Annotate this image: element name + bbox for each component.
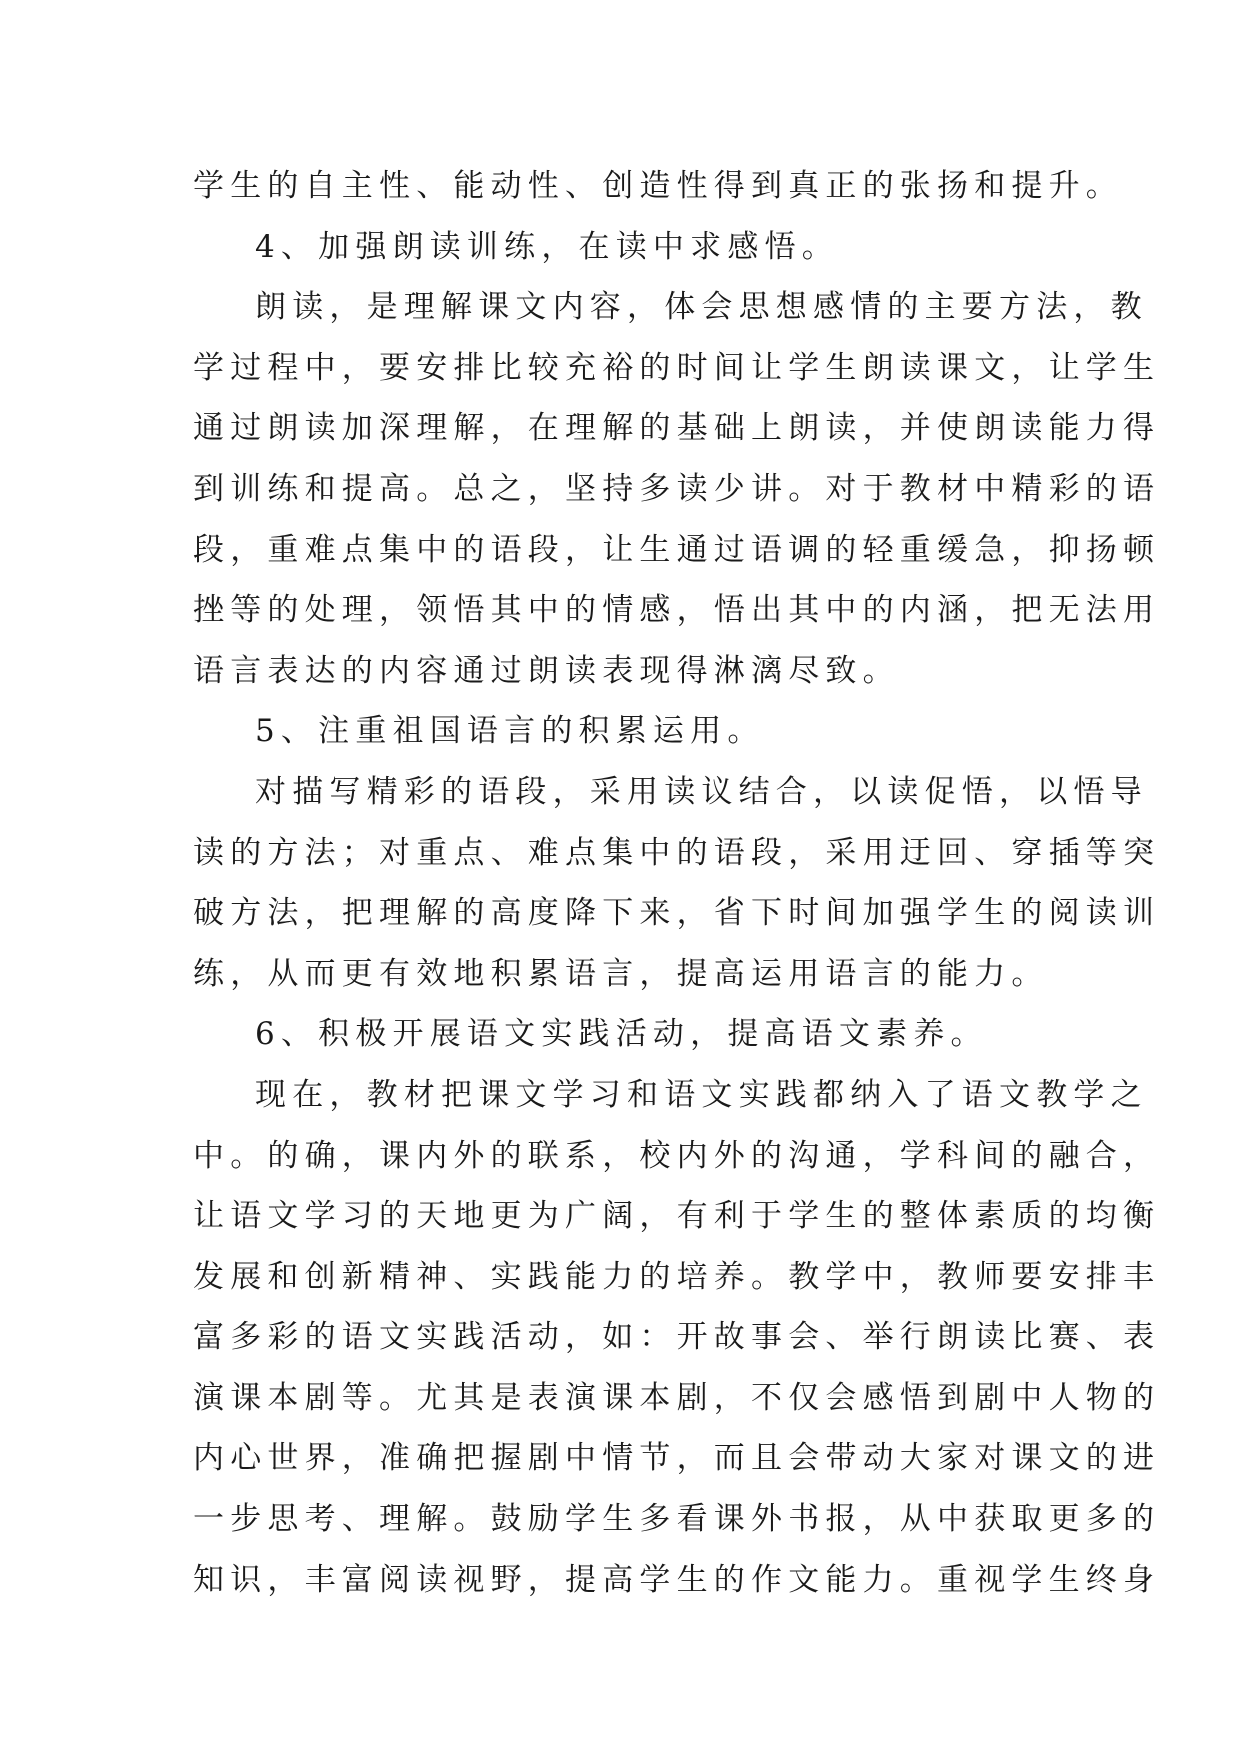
- text-line: 对描写精彩的语段，采用读议结合，以读促悟，以悟导: [255, 773, 1148, 810]
- text-line: 4、加强朗读训练，在读中求感悟。: [255, 228, 839, 265]
- text-line: 知识，丰富阅读视野，提高学生的作文能力。重视学生终身: [193, 1561, 1161, 1598]
- text-line: 中。的确，课内外的联系，校内外的沟通，学科间的融合，: [193, 1137, 1161, 1174]
- text-line: 富多彩的语文实践活动，如：开故事会、举行朗读比赛、表: [193, 1319, 1161, 1356]
- text-line: 学生的自主性、能动性、创造性得到真正的张扬和提升。: [193, 168, 1123, 204]
- text-line: 一步思考、理解。鼓励学生多看课外书报，从中获取更多的: [193, 1501, 1161, 1538]
- text-line: 破方法，把理解的高度降下来，省下时间加强学生的阅读训: [193, 895, 1161, 932]
- text-line: 语言表达的内容通过朗读表现得淋漓尽致。: [193, 652, 900, 689]
- text-line: 到训练和提高。总之，坚持多读少讲。对于教材中精彩的语: [193, 470, 1161, 507]
- text-line: 演课本剧等。尤其是表演课本剧，不仅会感悟到剧中人物的: [193, 1379, 1161, 1416]
- text-line: 6、积极开展语文实践活动，提高语文素养。: [255, 1016, 988, 1053]
- text-line: 挫等的处理，领悟其中的情感，悟出其中的内涵，把无法用: [193, 592, 1161, 629]
- text-line: 现在，教材把课文学习和语文实践都纳入了语文教学之: [255, 1076, 1148, 1113]
- text-line: 5、注重祖国语言的积累运用。: [255, 713, 765, 750]
- text-line: 段，重难点集中的语段，让生通过语调的轻重缓急，抑扬顿: [193, 531, 1161, 568]
- text-line: 朗读，是理解课文内容，体会思想感情的主要方法，教: [255, 289, 1148, 326]
- text-line: 读的方法；对重点、难点集中的语段，采用迂回、穿插等突: [193, 834, 1161, 871]
- text-line: 练，从而更有效地积累语言，提高运用语言的能力。: [193, 955, 1049, 992]
- text-line: 通过朗读加深理解，在理解的基础上朗读，并使朗读能力得: [193, 410, 1161, 447]
- text-line: 内心世界，准确把握剧中情节，而且会带动大家对课文的进: [193, 1440, 1161, 1477]
- text-line: 让语文学习的天地更为广阔，有利于学生的整体素质的均衡: [193, 1198, 1161, 1235]
- text-line: 发展和创新精神、实践能力的培养。教学中，教师要安排丰: [193, 1258, 1161, 1295]
- text-line: 学过程中，要安排比较充裕的时间让学生朗读课文，让学生: [193, 349, 1161, 386]
- body-text: [193, 156, 1161, 1610]
